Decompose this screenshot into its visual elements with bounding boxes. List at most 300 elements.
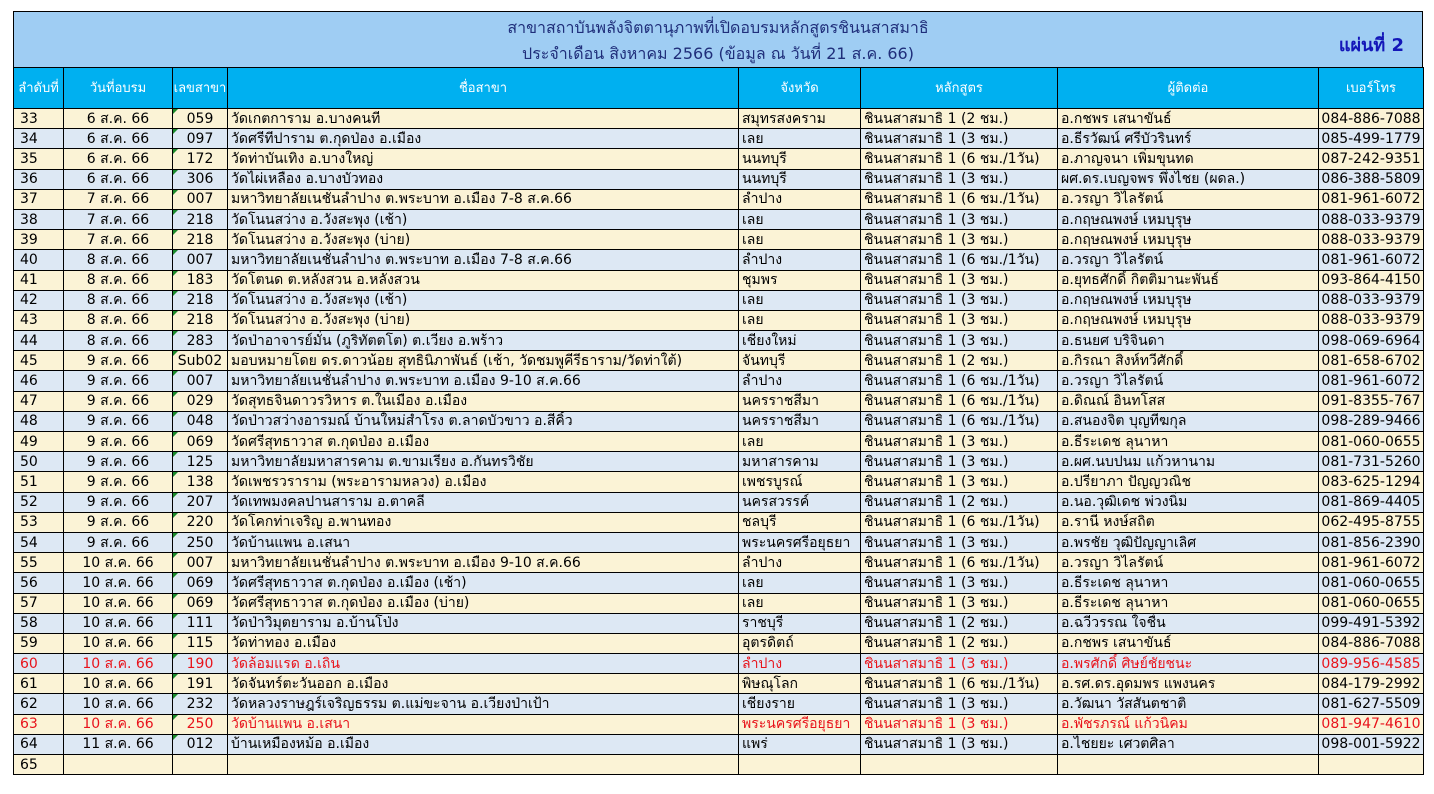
cell-contact[interactable]: อ.ยุทธศักดิ์ กิตติมานะพันธ์ bbox=[1058, 270, 1319, 290]
cell-branch-code[interactable]: 059 bbox=[173, 109, 228, 129]
cell-contact[interactable]: อ.พรชัย วุฒิปัญญาเลิศ bbox=[1058, 532, 1319, 552]
cell-contact[interactable]: อ.กชพร เสนาขันธ์ bbox=[1058, 109, 1319, 129]
cell-phone[interactable]: 093-864-4150 bbox=[1319, 270, 1424, 290]
cell-branch-name[interactable]: มอบหมายโดย ดร.ดาวน้อย สุทธินิภาพันธ์ (เช้า, วัดชมพูคีรีธาราม/วัดท่าใต้) bbox=[228, 351, 739, 371]
cell-branch-code[interactable]: 218 bbox=[173, 209, 228, 229]
cell-province[interactable]: อุตรดิตถ์ bbox=[739, 633, 861, 653]
cell-province[interactable]: เลย bbox=[739, 129, 861, 149]
cell-province[interactable]: เลย bbox=[739, 432, 861, 452]
cell-contact[interactable]: อ.ผศ.นบปนม แก้วหานาม bbox=[1058, 452, 1319, 472]
header-row bbox=[14, 68, 1424, 109]
cell-date[interactable]: 6 ส.ค. 66 bbox=[64, 169, 173, 189]
cell-phone[interactable]: 062-495-8755 bbox=[1319, 512, 1424, 532]
cell-branch-name[interactable]: มหาวิทยาลัยมหาสารคาม ต.ขามเรียง อ.กันทรวิชัย bbox=[228, 452, 739, 472]
cell-branch-code[interactable]: 306 bbox=[173, 169, 228, 189]
cell-branch-code[interactable]: 097 bbox=[173, 129, 228, 149]
cell-date[interactable]: 8 ส.ค. 66 bbox=[64, 331, 173, 351]
cell-contact[interactable]: อ.พรศักดิ์ ศิษย์ชัยชนะ bbox=[1058, 654, 1319, 674]
cell-date[interactable]: 7 ส.ค. 66 bbox=[64, 209, 173, 229]
cell-branch-code[interactable]: 232 bbox=[173, 694, 228, 714]
cell-branch-name[interactable]: วัดโนนสว่าง อ.วังสะพุง (บ่าย) bbox=[228, 310, 739, 330]
cell-contact[interactable]: อ.ไชยยะ เศวตศิลา bbox=[1058, 734, 1319, 754]
col-header-course: หลักสูตร bbox=[861, 68, 1058, 109]
cell-course[interactable]: ชินนสาสมาธิ 1 (6 ชม./1วัน) bbox=[861, 250, 1058, 270]
cell-province[interactable]: นนทบุรี bbox=[739, 169, 861, 189]
cell-contact[interactable]: อ.วรญา วิไลรัตน์ bbox=[1058, 189, 1319, 209]
cell-course[interactable]: ชินนสาสมาธิ 1 (2 ชม.) bbox=[861, 613, 1058, 633]
cell-province[interactable]: เลย bbox=[739, 593, 861, 613]
cell-province[interactable]: จันทบุรี bbox=[739, 351, 861, 371]
table-row bbox=[14, 189, 1424, 209]
cell-no[interactable]: 47 bbox=[14, 391, 64, 411]
cell-date[interactable]: 10 ส.ค. 66 bbox=[64, 674, 173, 694]
cell-province[interactable]: แพร่ bbox=[739, 734, 861, 754]
cell-branch-name[interactable]: วัดเกตการาม อ.บางคนที bbox=[228, 109, 739, 129]
cell-date[interactable]: 9 ส.ค. 66 bbox=[64, 411, 173, 431]
cell-branch-name[interactable]: บ้านเหมืองหม้อ อ.เมือง bbox=[228, 734, 739, 754]
cell-phone[interactable]: 083-625-1294 bbox=[1319, 472, 1424, 492]
cell-course[interactable]: ชินนสาสมาธิ 1 (2 ชม.) bbox=[861, 633, 1058, 653]
cell-date[interactable]: 7 ส.ค. 66 bbox=[64, 189, 173, 209]
cell-province[interactable]: เลย bbox=[739, 209, 861, 229]
table-row bbox=[14, 573, 1424, 593]
cell-date[interactable]: 11 ส.ค. 66 bbox=[64, 734, 173, 754]
cell-branch-code[interactable]: 029 bbox=[173, 391, 228, 411]
cell-branch-code[interactable]: 069 bbox=[173, 593, 228, 613]
cell-no[interactable]: 45 bbox=[14, 351, 64, 371]
cell-branch-code[interactable]: 218 bbox=[173, 290, 228, 310]
table-row bbox=[14, 452, 1424, 472]
cell-branch-code[interactable]: 183 bbox=[173, 270, 228, 290]
cell-no[interactable]: 60 bbox=[14, 654, 64, 674]
cell-phone[interactable]: 087-242-9351 bbox=[1319, 149, 1424, 169]
table-row bbox=[14, 129, 1424, 149]
cell-date[interactable]: 6 ส.ค. 66 bbox=[64, 109, 173, 129]
cell-course[interactable]: ชินนสาสมาธิ 1 (3 ชม.) bbox=[861, 230, 1058, 250]
cell-date[interactable]: 10 ส.ค. 66 bbox=[64, 654, 173, 674]
cell-contact[interactable]: อ.ธนยศ บริจินดา bbox=[1058, 331, 1319, 351]
cell-date[interactable]: 9 ส.ค. 66 bbox=[64, 351, 173, 371]
cell-course[interactable]: ชินนสาสมาธิ 1 (3 ชม.) bbox=[861, 532, 1058, 552]
cell-no[interactable]: 51 bbox=[14, 472, 64, 492]
cell-contact[interactable]: อ.รานี หงษ์สถิต bbox=[1058, 512, 1319, 532]
cell-branch-name[interactable]: วัดศรีทีปาราม ต.กุดป่อง อ.เมือง bbox=[228, 129, 739, 149]
cell-branch-name[interactable]: มหาวิทยาลัยเนชั่นลำปาง ต.พระบาท อ.เมือง 9-10 ส.ค.66 bbox=[228, 553, 739, 573]
table-row bbox=[14, 109, 1424, 129]
cell-province[interactable] bbox=[739, 755, 861, 775]
cell-phone[interactable]: 091-8355-767 bbox=[1319, 391, 1424, 411]
cell-date[interactable]: 8 ส.ค. 66 bbox=[64, 290, 173, 310]
cell-phone[interactable]: 081-731-5260 bbox=[1319, 452, 1424, 472]
cell-branch-code[interactable]: 191 bbox=[173, 674, 228, 694]
cell-course[interactable]: ชินนสาสมาธิ 1 (3 ชม.) bbox=[861, 472, 1058, 492]
cell-branch-name[interactable]: มหาวิทยาลัยเนชั่นลำปาง ต.พระบาท อ.เมือง 9-10 ส.ค.66 bbox=[228, 371, 739, 391]
cell-phone[interactable]: 081-060-0655 bbox=[1319, 593, 1424, 613]
cell-phone[interactable]: 098-001-5922 bbox=[1319, 734, 1424, 754]
cell-course[interactable]: ชินนสาสมาธิ 1 (3 ชม.) bbox=[861, 310, 1058, 330]
cell-phone[interactable] bbox=[1319, 755, 1424, 775]
cell-branch-name[interactable]: วัดจันทร์ตะวันออก อ.เมือง bbox=[228, 674, 739, 694]
table-row bbox=[14, 149, 1424, 169]
cell-course[interactable]: ชินนสาสมาธิ 1 (3 ชม.) bbox=[861, 654, 1058, 674]
cell-no[interactable]: 56 bbox=[14, 573, 64, 593]
cell-phone[interactable]: 084-179-2992 bbox=[1319, 674, 1424, 694]
cell-phone[interactable]: 081-658-6702 bbox=[1319, 351, 1424, 371]
cell-branch-code[interactable]: 007 bbox=[173, 371, 228, 391]
cell-contact[interactable]: อ.กิรณา สิงห์ทวีศักดิ์ bbox=[1058, 351, 1319, 371]
col-header-branch: ชื่อสาขา bbox=[228, 68, 739, 109]
cell-no[interactable]: 35 bbox=[14, 149, 64, 169]
cell-branch-name[interactable]: มหาวิทยาลัยเนชั่นลำปาง ต.พระบาท อ.เมือง 7-8 ส.ค.66 bbox=[228, 250, 739, 270]
col-header-contact: ผู้ติดต่อ bbox=[1058, 68, 1319, 109]
cell-province[interactable]: สมุทรสงคราม bbox=[739, 109, 861, 129]
cell-branch-code[interactable]: 250 bbox=[173, 714, 228, 734]
table-row bbox=[14, 613, 1424, 633]
cell-contact[interactable]: อ.พัชรภรณ์ แก้วนิคม bbox=[1058, 714, 1319, 734]
cell-branch-name[interactable]: วัดท่าบันเทิง อ.บางใหญ่ bbox=[228, 149, 739, 169]
cell-branch-code[interactable]: 283 bbox=[173, 331, 228, 351]
cell-no[interactable]: 62 bbox=[14, 694, 64, 714]
cell-branch-code[interactable]: 048 bbox=[173, 411, 228, 431]
table-row bbox=[14, 553, 1424, 573]
cell-province[interactable]: พระนครศรีอยุธยา bbox=[739, 532, 861, 552]
cell-course[interactable]: ชินนสาสมาธิ 1 (2 ชม.) bbox=[861, 109, 1058, 129]
cell-date[interactable]: 10 ส.ค. 66 bbox=[64, 593, 173, 613]
cell-branch-code[interactable]: 012 bbox=[173, 734, 228, 754]
cell-branch-name[interactable]: วัดศรีสุทธาวาส ต.กุดป่อง อ.เมือง (เช้า) bbox=[228, 573, 739, 593]
cell-branch-name[interactable]: วัดป่าวิมุตยาราม อ.บ้านโป่ง bbox=[228, 613, 739, 633]
cell-contact[interactable]: อ.นอ.วุฒิเดช พ่วงนิ่ม bbox=[1058, 492, 1319, 512]
cell-date[interactable]: 10 ส.ค. 66 bbox=[64, 694, 173, 714]
cell-contact[interactable]: อ.กชพร เสนาขันธ์ bbox=[1058, 633, 1319, 653]
table-row bbox=[14, 755, 1424, 775]
cell-branch-code[interactable]: 172 bbox=[173, 149, 228, 169]
cell-date[interactable]: 9 ส.ค. 66 bbox=[64, 432, 173, 452]
cell-province[interactable]: ลำปาง bbox=[739, 553, 861, 573]
cell-course[interactable]: ชินนสาสมาธิ 1 (3 ชม.) bbox=[861, 129, 1058, 149]
col-header-code: เลขสาขา bbox=[173, 68, 228, 109]
cell-branch-code[interactable] bbox=[173, 755, 228, 775]
cell-date[interactable]: 9 ส.ค. 66 bbox=[64, 512, 173, 532]
cell-phone[interactable]: 081-060-0655 bbox=[1319, 573, 1424, 593]
cell-province[interactable]: นครสวรรค์ bbox=[739, 492, 861, 512]
cell-no[interactable]: 37 bbox=[14, 189, 64, 209]
cell-contact[interactable]: อ.สนองจิต บุญทีฆกุล bbox=[1058, 411, 1319, 431]
cell-province[interactable]: เลย bbox=[739, 573, 861, 593]
cell-course[interactable]: ชินนสาสมาธิ 1 (6 ชม./1วัน) bbox=[861, 674, 1058, 694]
cell-course[interactable]: ชินนสาสมาธิ 1 (6 ชม./1วัน) bbox=[861, 149, 1058, 169]
cell-no[interactable]: 43 bbox=[14, 310, 64, 330]
col-header-no: ลำดับที่ bbox=[14, 68, 64, 109]
cell-phone[interactable]: 084-886-7088 bbox=[1319, 109, 1424, 129]
cell-date[interactable]: 10 ส.ค. 66 bbox=[64, 714, 173, 734]
cell-course[interactable]: ชินนสาสมาธิ 1 (6 ชม./1วัน) bbox=[861, 553, 1058, 573]
cell-no[interactable]: 40 bbox=[14, 250, 64, 270]
cell-no[interactable]: 63 bbox=[14, 714, 64, 734]
cell-contact[interactable]: อ.ดิณณ์ อินทโสส bbox=[1058, 391, 1319, 411]
cell-no[interactable]: 55 bbox=[14, 553, 64, 573]
cell-contact[interactable]: อ.ธีระเดช ลุนาหา bbox=[1058, 432, 1319, 452]
cell-date[interactable]: 6 ส.ค. 66 bbox=[64, 149, 173, 169]
cell-no[interactable]: 38 bbox=[14, 209, 64, 229]
cell-province[interactable]: ชุมพร bbox=[739, 270, 861, 290]
cell-contact[interactable]: อ.วรญา วิไลรัตน์ bbox=[1058, 250, 1319, 270]
cell-branch-code[interactable]: 220 bbox=[173, 512, 228, 532]
cell-province[interactable]: เลย bbox=[739, 290, 861, 310]
cell-no[interactable]: 39 bbox=[14, 230, 64, 250]
cell-province[interactable]: เลย bbox=[739, 310, 861, 330]
cell-branch-name[interactable]: วัดโนนสว่าง อ.วังสะพุง (เช้า) bbox=[228, 209, 739, 229]
cell-phone[interactable]: 088-033-9379 bbox=[1319, 310, 1424, 330]
cell-date[interactable]: 9 ส.ค. 66 bbox=[64, 532, 173, 552]
cell-no[interactable]: 54 bbox=[14, 532, 64, 552]
table-row bbox=[14, 472, 1424, 492]
cell-course[interactable]: ชินนสาสมาธิ 1 (3 ชม.) bbox=[861, 573, 1058, 593]
cell-course[interactable]: ชินนสาสมาธิ 1 (6 ชม./1วัน) bbox=[861, 512, 1058, 532]
cell-branch-code[interactable]: 190 bbox=[173, 654, 228, 674]
cell-phone[interactable]: 081-961-6072 bbox=[1319, 189, 1424, 209]
table-row bbox=[14, 250, 1424, 270]
cell-course[interactable]: ชินนสาสมาธิ 1 (2 ชม.) bbox=[861, 351, 1058, 371]
cell-phone[interactable]: 085-499-1779 bbox=[1319, 129, 1424, 149]
cell-branch-code[interactable]: 007 bbox=[173, 250, 228, 270]
cell-course[interactable]: ชินนสาสมาธิ 1 (6 ชม./1วัน) bbox=[861, 189, 1058, 209]
cell-branch-code[interactable]: 218 bbox=[173, 230, 228, 250]
cell-contact[interactable]: อ.รศ.ดร.อุดมพร แพงนคร bbox=[1058, 674, 1319, 694]
table-row bbox=[14, 654, 1424, 674]
cell-phone[interactable]: 081-627-5509 bbox=[1319, 694, 1424, 714]
cell-course[interactable]: ชินนสาสมาธิ 1 (3 ชม.) bbox=[861, 270, 1058, 290]
cell-no[interactable]: 52 bbox=[14, 492, 64, 512]
table-row bbox=[14, 310, 1424, 330]
cell-course[interactable]: ชินนสาสมาธิ 1 (3 ชม.) bbox=[861, 209, 1058, 229]
cell-branch-code[interactable]: 125 bbox=[173, 452, 228, 472]
cell-course[interactable]: ชินนสาสมาธิ 1 (6 ชม./1วัน) bbox=[861, 391, 1058, 411]
cell-contact[interactable]: อ.กฤษณพงษ์ เหมบุรุษ bbox=[1058, 230, 1319, 250]
cell-contact[interactable]: อ.วรญา วิไลรัตน์ bbox=[1058, 553, 1319, 573]
cell-branch-code[interactable]: 069 bbox=[173, 432, 228, 452]
cell-contact[interactable]: อ.ปรียาภา ปัญญวณิช bbox=[1058, 472, 1319, 492]
cell-branch-name[interactable]: วัดป่าอาจารย์มั่น (ภูริทัตตโต) ต.เวียง อ.พร้าว bbox=[228, 331, 739, 351]
title-line-1: สาขาสถาบันพลังจิตตานุภาพที่เปิดอบรมหลักสูตรชินนสาสมาธิ bbox=[507, 18, 929, 37]
cell-no[interactable]: 57 bbox=[14, 593, 64, 613]
cell-branch-name[interactable]: วัดเทพมงคลปานสาราม อ.ตาคลี bbox=[228, 492, 739, 512]
cell-branch-name[interactable]: วัดศรีสุทธาวาส ต.กุดป่อง อ.เมือง bbox=[228, 432, 739, 452]
cell-phone[interactable]: 081-961-6072 bbox=[1319, 250, 1424, 270]
cell-province[interactable]: ลำปาง bbox=[739, 250, 861, 270]
cell-phone[interactable]: 081-869-4405 bbox=[1319, 492, 1424, 512]
cell-contact[interactable]: อ.วัฒนา วัสสันตชาติ bbox=[1058, 694, 1319, 714]
cell-no[interactable]: 42 bbox=[14, 290, 64, 310]
cell-course[interactable]: ชินนสาสมาธิ 1 (3 ชม.) bbox=[861, 734, 1058, 754]
cell-branch-code[interactable]: 069 bbox=[173, 573, 228, 593]
cell-branch-name[interactable]: วัดป่าวสว่างอารมณ์ บ้านใหม่สำโรง ต.ลาดบัวขาว อ.สีคิ้ว bbox=[228, 411, 739, 431]
cell-no[interactable]: 44 bbox=[14, 331, 64, 351]
cell-date[interactable]: 9 ส.ค. 66 bbox=[64, 371, 173, 391]
cell-date[interactable]: 9 ส.ค. 66 bbox=[64, 452, 173, 472]
cell-branch-name[interactable]: วัดบ้านแพน อ.เสนา bbox=[228, 714, 739, 734]
cell-course[interactable]: ชินนสาสมาธิ 1 (3 ชม.) bbox=[861, 593, 1058, 613]
cell-no[interactable]: 34 bbox=[14, 129, 64, 149]
cell-province[interactable]: นนทบุรี bbox=[739, 149, 861, 169]
cell-province[interactable]: เชียงราย bbox=[739, 694, 861, 714]
cell-course[interactable]: ชินนสาสมาธิ 1 (6 ชม./1วัน) bbox=[861, 371, 1058, 391]
cell-course[interactable]: ชินนสาสมาธิ 1 (3 ชม.) bbox=[861, 169, 1058, 189]
cell-province[interactable]: พระนครศรีอยุธยา bbox=[739, 714, 861, 734]
table-row bbox=[14, 532, 1424, 552]
table-row bbox=[14, 512, 1424, 532]
col-header-province: จังหวัด bbox=[739, 68, 861, 109]
col-header-phone: เบอร์โทร bbox=[1319, 68, 1424, 109]
table-row bbox=[14, 714, 1424, 734]
cell-no[interactable]: 65 bbox=[14, 755, 64, 775]
cell-date[interactable]: 8 ส.ค. 66 bbox=[64, 270, 173, 290]
cell-contact[interactable]: ผศ.ดร.เบญจพร พึ่งไชย (ผดล.) bbox=[1058, 169, 1319, 189]
cell-province[interactable]: เชียงใหม่ bbox=[739, 331, 861, 351]
cell-province[interactable]: เลย bbox=[739, 230, 861, 250]
table-row bbox=[14, 593, 1424, 613]
table-row bbox=[14, 391, 1424, 411]
cell-branch-code[interactable]: 007 bbox=[173, 553, 228, 573]
cell-phone[interactable]: 081-961-6072 bbox=[1319, 553, 1424, 573]
cell-province[interactable]: นครราชสีมา bbox=[739, 411, 861, 431]
table-row bbox=[14, 230, 1424, 250]
cell-contact[interactable]: อ.ธีรวัฒน์ ศรีบัวรินทร์ bbox=[1058, 129, 1319, 149]
cell-date[interactable]: 10 ส.ค. 66 bbox=[64, 553, 173, 573]
table-row bbox=[14, 209, 1424, 229]
cell-phone[interactable]: 084-886-7088 bbox=[1319, 633, 1424, 653]
cell-phone[interactable]: 099-491-5392 bbox=[1319, 613, 1424, 633]
cell-branch-code[interactable]: 218 bbox=[173, 310, 228, 330]
cell-contact[interactable]: อ.กฤษณพงษ์ เหมบุรุษ bbox=[1058, 310, 1319, 330]
table-row bbox=[14, 633, 1424, 653]
cell-date[interactable] bbox=[64, 755, 173, 775]
cell-date[interactable]: 10 ส.ค. 66 bbox=[64, 613, 173, 633]
cell-contact[interactable]: อ.ธีระเดช ลุนาหา bbox=[1058, 593, 1319, 613]
cell-course[interactable]: ชินนสาสมาธิ 1 (3 ชม.) bbox=[861, 290, 1058, 310]
cell-date[interactable]: 8 ส.ค. 66 bbox=[64, 310, 173, 330]
cell-no[interactable]: 33 bbox=[14, 109, 64, 129]
cell-date[interactable]: 9 ส.ค. 66 bbox=[64, 472, 173, 492]
cell-phone[interactable]: 088-033-9379 bbox=[1319, 290, 1424, 310]
cell-province[interactable]: เพชรบูรณ์ bbox=[739, 472, 861, 492]
cell-branch-name[interactable]: วัดเพชรวราราม (พระอารามหลวง) อ.เมือง bbox=[228, 472, 739, 492]
cell-no[interactable]: 48 bbox=[14, 411, 64, 431]
cell-province[interactable]: ราชบุรี bbox=[739, 613, 861, 633]
col-header-date: วันที่อบรม bbox=[64, 68, 173, 109]
cell-phone[interactable]: 081-961-6072 bbox=[1319, 371, 1424, 391]
cell-branch-name[interactable]: วัดท่าทอง อ.เมือง bbox=[228, 633, 739, 653]
cell-branch-name[interactable]: วัดหลวงราษฎร์เจริญธรรม ต.แม่ขะจาน อ.เวียงป่าเป้า bbox=[228, 694, 739, 714]
cell-no[interactable]: 49 bbox=[14, 432, 64, 452]
cell-course[interactable]: ชินนสาสมาธิ 1 (3 ชม.) bbox=[861, 694, 1058, 714]
cell-branch-name[interactable] bbox=[228, 755, 739, 775]
cell-phone[interactable]: 081-947-4610 bbox=[1319, 714, 1424, 734]
table-row bbox=[14, 169, 1424, 189]
cell-branch-name[interactable]: วัดไผ่เหลือง อ.บางบัวทอง bbox=[228, 169, 739, 189]
title-line-2: ประจำเดือน สิงหาคม 2566 (ข้อมูล ณ วันที่ 21 ส.ค. 66) bbox=[522, 44, 914, 63]
cell-course[interactable]: ชินนสาสมาธิ 1 (3 ชม.) bbox=[861, 331, 1058, 351]
cell-phone[interactable]: 088-033-9379 bbox=[1319, 230, 1424, 250]
cell-province[interactable]: ชลบุรี bbox=[739, 512, 861, 532]
cell-course[interactable]: ชินนสาสมาธิ 1 (6 ชม./1วัน) bbox=[861, 411, 1058, 431]
cell-date[interactable]: 10 ส.ค. 66 bbox=[64, 573, 173, 593]
table-row bbox=[14, 734, 1424, 754]
cell-contact[interactable] bbox=[1058, 755, 1319, 775]
cell-phone[interactable]: 086-388-5809 bbox=[1319, 169, 1424, 189]
cell-phone[interactable]: 089-956-4585 bbox=[1319, 654, 1424, 674]
cell-branch-name[interactable]: วัดสุทธจินดาวรวิหาร ต.ในเมือง อ.เมือง bbox=[228, 391, 739, 411]
cell-course[interactable]: ชินนสาสมาธิ 1 (3 ชม.) bbox=[861, 452, 1058, 472]
cell-branch-name[interactable]: วัดโตนด ต.หลังสวน อ.หลังสวน bbox=[228, 270, 739, 290]
cell-contact[interactable]: อ.วรญา วิไลรัตน์ bbox=[1058, 371, 1319, 391]
cell-date[interactable]: 9 ส.ค. 66 bbox=[64, 391, 173, 411]
cell-phone[interactable]: 081-856-2390 bbox=[1319, 532, 1424, 552]
cell-no[interactable]: 46 bbox=[14, 371, 64, 391]
cell-phone[interactable]: 098-069-6964 bbox=[1319, 331, 1424, 351]
cell-date[interactable]: 10 ส.ค. 66 bbox=[64, 633, 173, 653]
sheet-number-label: แผ่นที่ 2 bbox=[1338, 35, 1404, 56]
cell-branch-code[interactable]: 207 bbox=[173, 492, 228, 512]
cell-course[interactable]: ชินนสาสมาธิ 1 (2 ชม.) bbox=[861, 492, 1058, 512]
cell-branch-code[interactable]: Sub02 bbox=[173, 351, 228, 371]
cell-date[interactable]: 7 ส.ค. 66 bbox=[64, 230, 173, 250]
cell-branch-name[interactable]: มหาวิทยาลัยเนชั่นลำปาง ต.พระบาท อ.เมือง 7-8 ส.ค.66 bbox=[228, 189, 739, 209]
cell-branch-name[interactable]: วัดโคกท่าเจริญ อ.พานทอง bbox=[228, 512, 739, 532]
cell-contact[interactable]: อ.ภาญจนา เพิ่มขุนทด bbox=[1058, 149, 1319, 169]
cell-no[interactable]: 64 bbox=[14, 734, 64, 754]
cell-contact[interactable]: อ.ฉวีวรรณ ใจชื่น bbox=[1058, 613, 1319, 633]
cell-branch-name[interactable]: วัดโนนสว่าง อ.วังสะพุง (บ่าย) bbox=[228, 230, 739, 250]
cell-province[interactable]: ลำปาง bbox=[739, 654, 861, 674]
cell-branch-code[interactable]: 111 bbox=[173, 613, 228, 633]
cell-no[interactable]: 36 bbox=[14, 169, 64, 189]
cell-course[interactable]: ชินนสาสมาธิ 1 (3 ชม.) bbox=[861, 432, 1058, 452]
cell-branch-code[interactable]: 007 bbox=[173, 189, 228, 209]
cell-branch-name[interactable]: วัดล้อมแรด อ.เถิน bbox=[228, 654, 739, 674]
cell-contact[interactable]: อ.ธีระเดช ลุนาหา bbox=[1058, 573, 1319, 593]
cell-branch-code[interactable]: 250 bbox=[173, 532, 228, 552]
cell-no[interactable]: 58 bbox=[14, 613, 64, 633]
cell-contact[interactable]: อ.กฤษณพงษ์ เหมบุรุษ bbox=[1058, 209, 1319, 229]
cell-course[interactable]: ชินนสาสมาธิ 1 (3 ชม.) bbox=[861, 714, 1058, 734]
cell-date[interactable]: 6 ส.ค. 66 bbox=[64, 129, 173, 149]
cell-province[interactable]: ลำปาง bbox=[739, 371, 861, 391]
cell-no[interactable]: 41 bbox=[14, 270, 64, 290]
cell-no[interactable]: 61 bbox=[14, 674, 64, 694]
cell-date[interactable]: 8 ส.ค. 66 bbox=[64, 250, 173, 270]
table-row bbox=[14, 290, 1424, 310]
cell-phone[interactable]: 088-033-9379 bbox=[1319, 209, 1424, 229]
cell-course[interactable] bbox=[861, 755, 1058, 775]
cell-branch-name[interactable]: วัดบ้านแพน อ.เสนา bbox=[228, 532, 739, 552]
cell-date[interactable]: 9 ส.ค. 66 bbox=[64, 492, 173, 512]
cell-province[interactable]: ลำปาง bbox=[739, 189, 861, 209]
cell-branch-code[interactable]: 115 bbox=[173, 633, 228, 653]
cell-contact[interactable]: อ.กฤษณพงษ์ เหมบุรุษ bbox=[1058, 290, 1319, 310]
cell-branch-name[interactable]: วัดโนนสว่าง อ.วังสะพุง (เช้า) bbox=[228, 290, 739, 310]
cell-phone[interactable]: 081-060-0655 bbox=[1319, 432, 1424, 452]
cell-province[interactable]: พิษณุโลก bbox=[739, 674, 861, 694]
cell-province[interactable]: มหาสารคาม bbox=[739, 452, 861, 472]
cell-branch-name[interactable]: วัดศรีสุทธาวาส ต.กุดป่อง อ.เมือง (บ่าย) bbox=[228, 593, 739, 613]
cell-no[interactable]: 50 bbox=[14, 452, 64, 472]
cell-no[interactable]: 59 bbox=[14, 633, 64, 653]
cell-no[interactable]: 53 bbox=[14, 512, 64, 532]
cell-phone[interactable]: 098-289-9466 bbox=[1319, 411, 1424, 431]
cell-province[interactable]: นครราชสีมา bbox=[739, 391, 861, 411]
cell-branch-code[interactable]: 138 bbox=[173, 472, 228, 492]
